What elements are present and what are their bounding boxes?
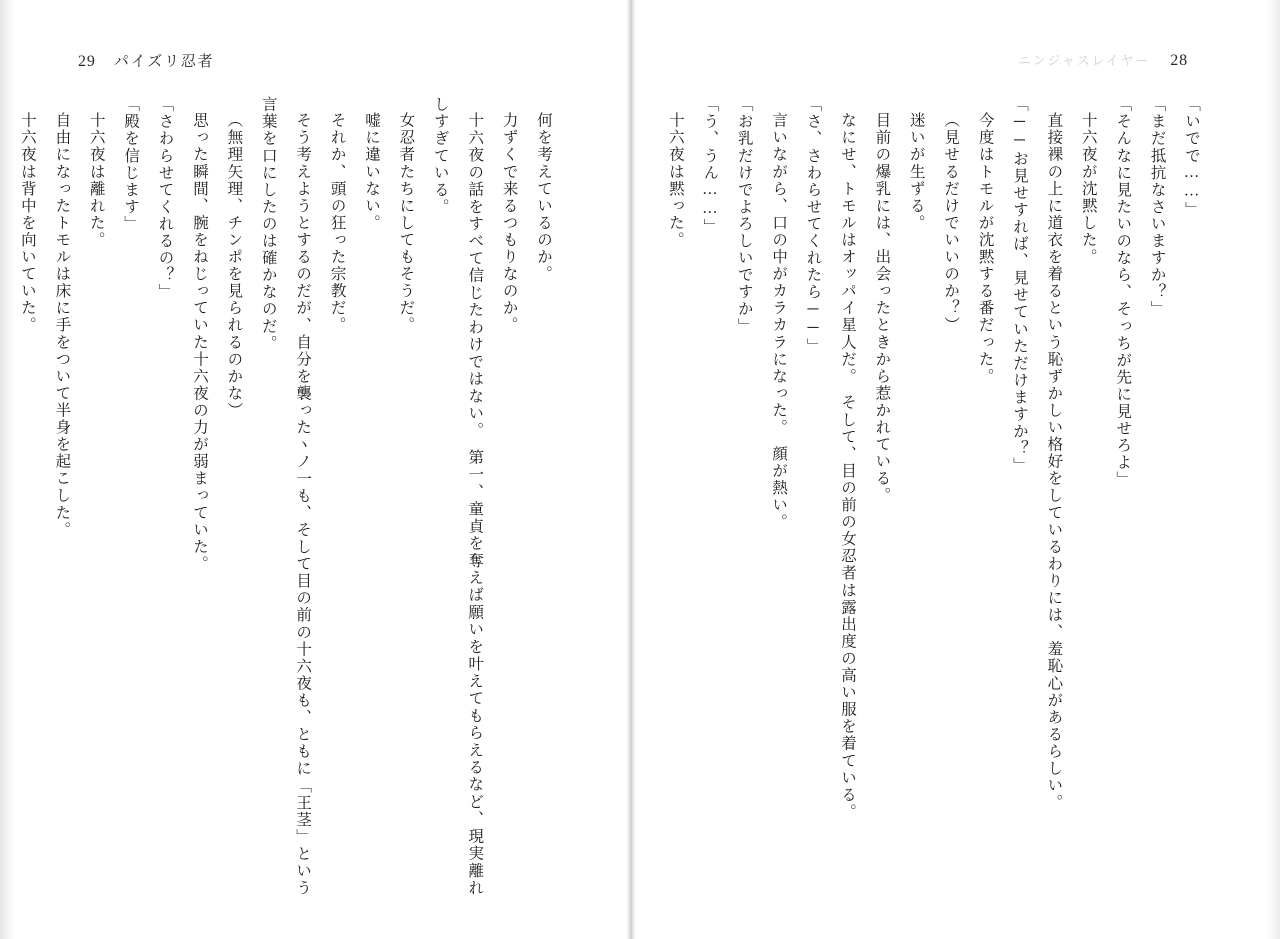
paragraph: 迷いが生ずる。 <box>907 111 925 231</box>
folio-number-right: 28 <box>1170 52 1188 69</box>
paragraph: それか、頭の狂った宗教だ。 <box>328 111 346 334</box>
paragraph: 「う、うん……」 <box>701 96 719 236</box>
paragraph: 十六夜は離れた。 <box>87 111 105 248</box>
paragraph: 目前の爆乳には、出会ったときから惹かれている。 <box>873 111 891 504</box>
paragraph: そう考えようとするのだが、自分を襲ったヽノ一も、そして目の前の十六夜も、ともに「王茎」という言葉を口にしたのは確かなのだ。 <box>259 96 312 896</box>
paragraph: （見せるだけでいいのか？） <box>942 111 960 334</box>
paragraph: 「──お見せすれば、見せていただけますか？」 <box>1010 96 1028 475</box>
paragraph: 十六夜が沈黙した。 <box>1079 111 1097 265</box>
paragraph: 「そんなに見たいのなら、そっちが先に見せろよ」 <box>1114 96 1132 489</box>
folio-number-left: 29 <box>78 53 96 70</box>
body-text-right <box>666 96 1208 896</box>
paragraph: 今度はトモルが沈黙する番だった。 <box>976 111 994 385</box>
body-text-left <box>18 96 560 896</box>
paragraph: 嘘に違いない。 <box>362 111 380 231</box>
paragraph: 「さわらせてくれるの？」 <box>156 96 174 301</box>
paragraph: 「まだ抵抗なさいますか？」 <box>1148 96 1166 318</box>
page-header-left <box>78 50 214 76</box>
paragraph: 十六夜は黙った。 <box>666 111 684 248</box>
running-title-left: パイズリ忍者 <box>113 54 215 70</box>
paragraph: 何を考えているのか。 <box>535 111 552 282</box>
paragraph: 十六夜の話をすべて信じたわけではない。 第一、童貞を奪えば願いを叶えてもらえるなど、現実離れしすぎている。 <box>431 96 484 896</box>
paragraph: 力ずくで来るつもりなのか。 <box>500 111 518 334</box>
paragraph: 「いでで……」 <box>1183 96 1200 219</box>
paragraph: （無理矢理、チンポを見られるのかな） <box>225 111 243 419</box>
paragraph: 女忍者たちにしてもそうだ。 <box>397 111 415 334</box>
paragraph: 「お乳だけでよろしいですか」 <box>735 96 753 335</box>
paragraph: 十六夜は背中を向いていた。 <box>18 111 36 334</box>
paragraph: 思った瞬間、腕をねじっていた十六夜の力が弱まっていた。 <box>190 111 208 572</box>
paragraph: 「さ、さわらせてくれたら──」 <box>804 96 822 355</box>
paragraph: 直接裸の上に道衣を着るという恥ずかしい格好をしているわりには、羞恥心があるらしい。 <box>1045 111 1063 811</box>
paragraph: 言いながら、口の中がカラカラになった。 顔が熱い。 <box>770 111 788 530</box>
paragraph: 自由になったトモルは床に手をついて半身を起こした。 <box>53 111 71 538</box>
running-title-right: ニンジャスレイヤー <box>1018 53 1151 68</box>
paragraph: 「殿を信じます」 <box>122 96 140 233</box>
page-right <box>640 0 1280 939</box>
paragraph: なにせ、トモルはオッパイ星人だ。 そして、目の前の女忍者は露出度の高い服を着ている。 <box>838 111 856 820</box>
page-header-right <box>1018 50 1188 76</box>
